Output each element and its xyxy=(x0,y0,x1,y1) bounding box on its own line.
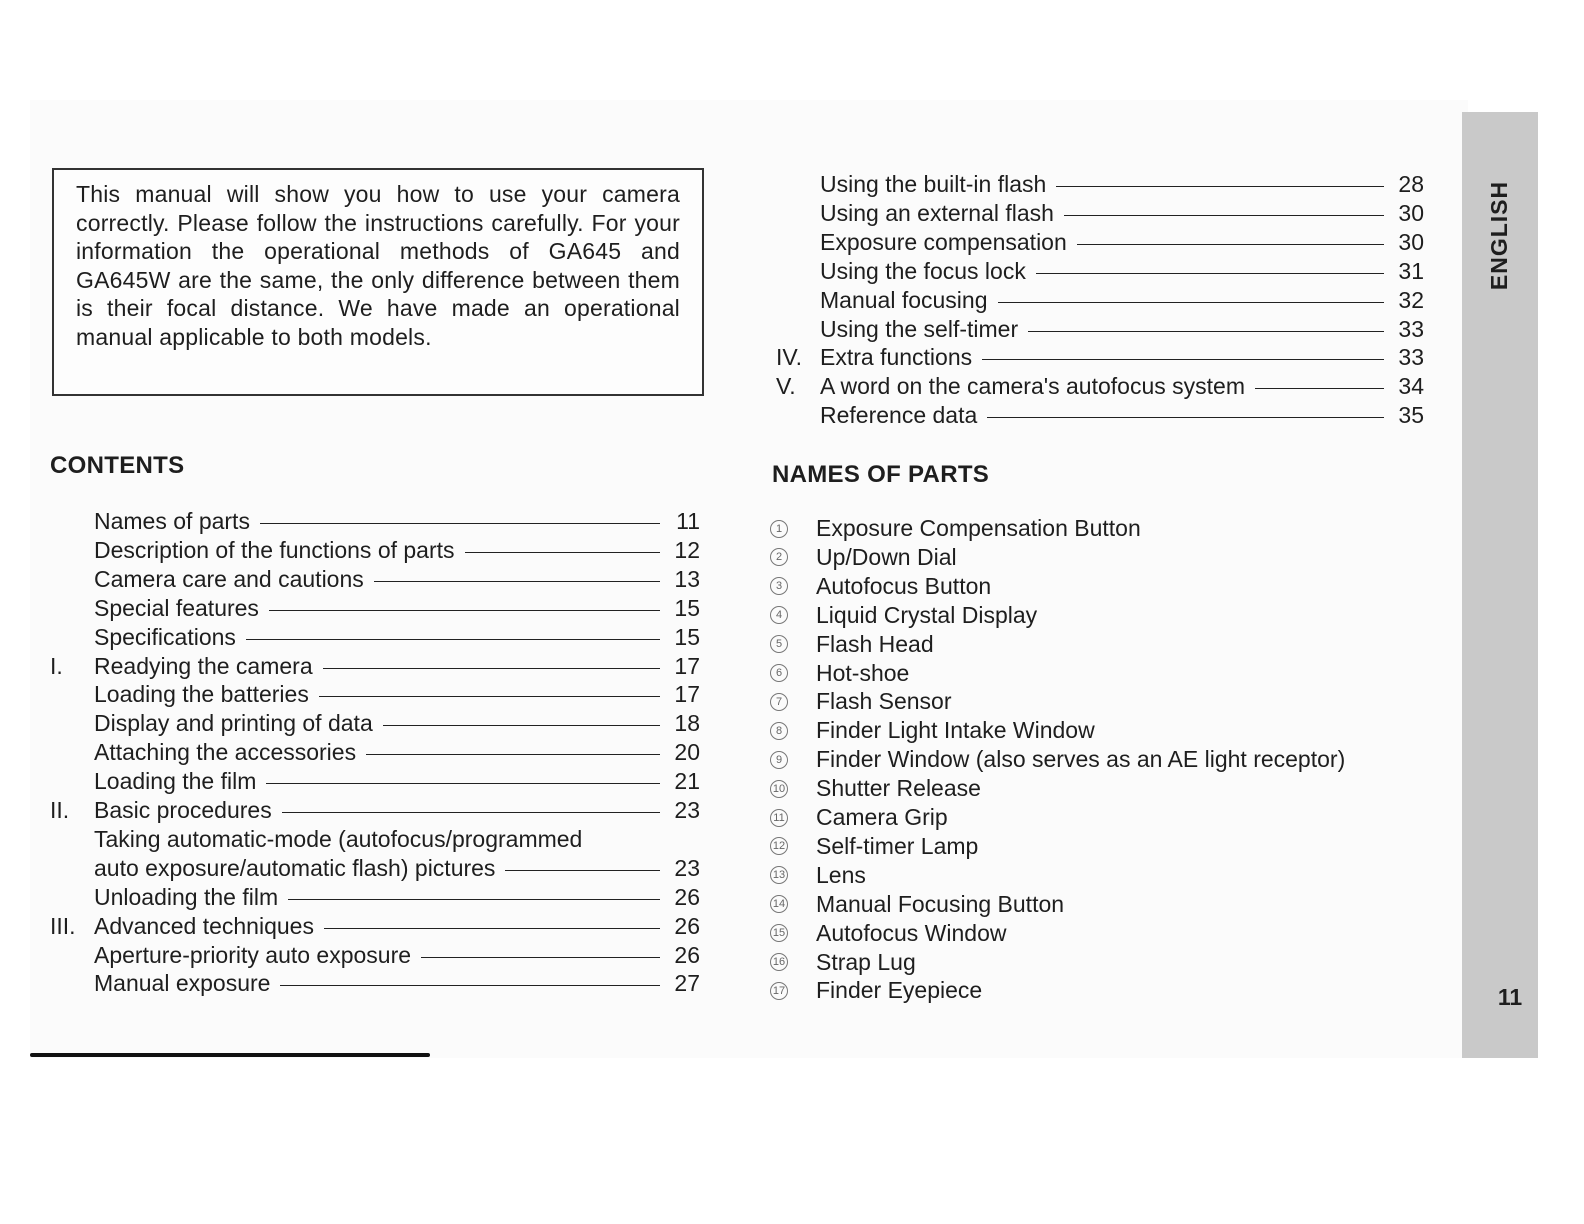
toc-entry xyxy=(776,343,1424,372)
toc-entry xyxy=(776,257,1424,286)
page-number: 11 xyxy=(1497,984,1523,1010)
part-number-marker: 12 xyxy=(770,837,788,855)
toc-page-number: 33 xyxy=(1398,315,1424,342)
language-tab xyxy=(1473,160,1527,310)
toc-entry xyxy=(50,507,700,536)
toc-page-number: 18 xyxy=(674,710,700,737)
toc-page-number: 30 xyxy=(1398,228,1424,255)
toc-leader-line xyxy=(421,957,660,958)
toc-leader-line xyxy=(1064,215,1384,216)
toc-entry-title: Loading the batteries xyxy=(94,681,309,708)
toc-entry-title: Manual focusing xyxy=(820,286,988,313)
part-label: Autofocus Button xyxy=(816,572,992,599)
toc-entry xyxy=(50,969,700,998)
toc-page-number: 30 xyxy=(1398,199,1424,226)
toc-leader-line xyxy=(383,725,660,726)
part-label: Shutter Release xyxy=(816,775,981,802)
part-label: Finder Window (also serves as an AE light receptor) xyxy=(816,746,1346,773)
contents-heading: CONTENTS xyxy=(50,452,185,479)
toc-leader-line xyxy=(1077,244,1384,245)
part-number-marker: 4 xyxy=(770,606,788,624)
toc-page-number: 23 xyxy=(674,854,700,881)
page-bottom-rule xyxy=(30,1053,430,1057)
part-number-marker: 17 xyxy=(770,982,788,1000)
toc-entry xyxy=(776,315,1424,344)
toc-entry xyxy=(776,199,1424,228)
part-label: Lens xyxy=(816,861,866,888)
part-item xyxy=(770,832,978,861)
part-item xyxy=(770,601,1037,630)
part-item xyxy=(770,543,957,572)
toc-page-number: 26 xyxy=(674,912,700,939)
toc-entry-title: Specifications xyxy=(94,623,236,650)
part-label: Up/Down Dial xyxy=(816,543,957,570)
toc-section-number: IV. xyxy=(776,344,803,371)
toc-entry-title: Taking automatic-mode (autofocus/programmed xyxy=(94,825,583,852)
toc-page-number: 26 xyxy=(674,941,700,968)
part-number-marker: 1 xyxy=(770,520,788,538)
toc-entry-title: Names of parts xyxy=(94,508,250,534)
part-number-marker: 9 xyxy=(770,751,788,769)
toc-page-number: 27 xyxy=(674,970,700,997)
toc-leader-line xyxy=(323,668,660,669)
toc-entry xyxy=(50,594,700,623)
part-label: Strap Lug xyxy=(816,948,916,975)
toc-entry-title: Special features xyxy=(94,594,259,621)
toc-leader-line xyxy=(987,417,1384,418)
toc-entry-title: Loading the film xyxy=(94,768,257,795)
part-number-marker: 5 xyxy=(770,635,788,653)
toc-leader-line xyxy=(288,899,660,900)
part-number-marker: 16 xyxy=(770,953,788,971)
toc-leader-line xyxy=(266,783,660,784)
toc-entry xyxy=(776,228,1424,257)
toc-page-number: 23 xyxy=(674,797,700,823)
part-number-marker: 8 xyxy=(770,722,788,740)
part-item xyxy=(770,572,991,601)
toc-leader-line xyxy=(269,610,660,611)
part-item xyxy=(770,948,916,977)
part-item xyxy=(770,687,952,716)
part-number-marker: 10 xyxy=(770,780,788,798)
toc-entry-title: Basic procedures xyxy=(94,797,272,823)
toc-section-number: III. xyxy=(50,912,76,939)
toc-entry xyxy=(50,796,700,825)
part-label: Autofocus Window xyxy=(816,919,1007,946)
toc-leader-line xyxy=(1255,388,1384,389)
toc-page-number: 17 xyxy=(674,681,700,708)
toc-section-number: II. xyxy=(50,797,70,823)
part-item xyxy=(770,890,1064,919)
toc-page-number: 20 xyxy=(674,739,700,766)
part-label: Finder Light Intake Window xyxy=(816,717,1095,744)
toc-page-number: 26 xyxy=(674,883,700,910)
toc-entry-title: Advanced techniques xyxy=(94,912,314,939)
part-item xyxy=(770,659,909,688)
toc-leader-line xyxy=(1028,331,1384,332)
toc-page-number: 21 xyxy=(674,768,700,795)
part-item xyxy=(770,514,1141,543)
toc-entry xyxy=(50,536,700,565)
part-item xyxy=(770,976,982,1005)
toc-entry xyxy=(50,883,700,912)
toc-leader-line xyxy=(1056,186,1384,187)
toc-leader-line xyxy=(505,870,660,871)
toc-page-number: 33 xyxy=(1398,344,1424,371)
part-label: Camera Grip xyxy=(816,804,948,830)
part-label: Exposure Compensation Button xyxy=(816,515,1141,541)
part-number-marker: 6 xyxy=(770,664,788,682)
toc-page-number: 15 xyxy=(674,623,700,650)
part-label: Liquid Crystal Display xyxy=(816,601,1038,628)
toc-leader-line xyxy=(280,985,660,986)
toc-entry-title: Attaching the accessories xyxy=(94,739,357,766)
part-number-marker: 15 xyxy=(770,924,788,942)
part-item xyxy=(770,803,948,832)
part-label: Flash Sensor xyxy=(816,688,952,715)
toc-page-number: 17 xyxy=(674,652,700,679)
toc-leader-line xyxy=(1036,273,1384,274)
toc-entry-title: Reference data xyxy=(820,402,978,429)
toc-entry-title: Using an external flash xyxy=(820,199,1054,226)
toc-entry xyxy=(776,170,1424,199)
toc-entry xyxy=(50,738,700,767)
toc-entry-title: Display and printing of data xyxy=(94,710,373,737)
toc-entry xyxy=(50,767,700,796)
toc-leader-line xyxy=(260,523,660,524)
toc-page-number: 11 xyxy=(676,508,700,534)
toc-page-number: 13 xyxy=(674,565,700,592)
toc-page-number: 35 xyxy=(1398,402,1424,429)
toc-leader-line xyxy=(366,754,660,755)
toc-entry xyxy=(50,912,700,941)
toc-leader-line xyxy=(998,302,1385,303)
toc-entry-title: Using the focus lock xyxy=(820,257,1026,284)
toc-entry-title: Description of the functions of parts xyxy=(94,536,455,563)
toc-section-number: I. xyxy=(50,652,63,679)
toc-entry xyxy=(50,680,700,709)
toc-leader-line xyxy=(282,812,660,813)
part-label: Self-timer Lamp xyxy=(816,832,979,859)
toc-entry-title: auto exposure/automatic flash) pictures xyxy=(94,854,496,881)
part-label: Manual Focusing Button xyxy=(816,890,1065,917)
toc-entry xyxy=(50,941,700,970)
part-label: Flash Head xyxy=(816,630,934,657)
toc-page-number: 34 xyxy=(1398,373,1424,400)
toc-entry xyxy=(50,623,700,652)
toc-page-number: 32 xyxy=(1398,286,1424,313)
toc-entry-title: Exposure compensation xyxy=(820,228,1067,255)
toc-entry xyxy=(776,401,1424,430)
toc-section-number: V. xyxy=(776,373,796,400)
part-number-marker: 3 xyxy=(770,577,788,595)
part-label: Hot-shoe xyxy=(816,659,910,686)
toc-leader-line xyxy=(465,552,660,553)
part-item xyxy=(770,774,981,803)
toc-entry-title: Using the built-in flash xyxy=(820,171,1047,197)
toc-entry-title: Using the self-timer xyxy=(820,315,1019,342)
toc-entry-title: Aperture-priority auto exposure xyxy=(94,941,412,968)
toc-entry xyxy=(50,854,700,883)
part-item xyxy=(770,919,1006,948)
toc-entry-title: Readying the camera xyxy=(94,652,313,679)
toc-page-number: 28 xyxy=(1398,171,1424,197)
toc-page-number: 12 xyxy=(674,536,700,563)
language-label: ENGLISH xyxy=(1486,180,1513,290)
toc-entry xyxy=(50,709,700,738)
toc-page-number: 15 xyxy=(674,594,700,621)
part-item xyxy=(770,630,934,659)
toc-entry-title: A word on the camera's autofocus system xyxy=(820,373,1245,400)
names-of-parts-heading: NAMES OF PARTS xyxy=(772,461,990,488)
part-number-marker: 14 xyxy=(770,895,788,913)
part-number-marker: 13 xyxy=(770,866,788,884)
part-number-marker: 11 xyxy=(770,809,788,827)
part-number-marker: 2 xyxy=(770,548,788,566)
part-number-marker: 7 xyxy=(770,693,788,711)
intro-text: This manual will show you how to use your camera correctly. Please follow the instructions carefully. For your information the operational methods of GA645 and GA645W are the same, the only difference between them is their focal distance. We have made an operational manual applicable to both models. xyxy=(76,181,680,350)
toc-leader-line xyxy=(324,928,660,929)
part-item xyxy=(770,716,1095,745)
part-item xyxy=(770,861,866,890)
toc-leader-line xyxy=(374,581,660,582)
toc-entry xyxy=(776,372,1424,401)
toc-entry xyxy=(50,652,700,681)
toc-leader-line xyxy=(246,639,660,640)
toc-entry-title: Camera care and cautions xyxy=(94,565,364,592)
toc-leader-line xyxy=(982,359,1384,360)
intro-box xyxy=(52,168,704,396)
toc-entry xyxy=(776,286,1424,315)
toc-entry xyxy=(50,565,700,594)
toc-page-number: 31 xyxy=(1398,257,1424,284)
toc-entry-title: Manual exposure xyxy=(94,970,271,997)
toc-leader-line xyxy=(319,696,660,697)
toc-entry-title: Extra functions xyxy=(820,344,973,371)
part-label: Finder Eyepiece xyxy=(816,977,983,1004)
part-item xyxy=(770,745,1345,774)
toc-entry xyxy=(50,825,700,854)
toc-entry-title: Unloading the film xyxy=(94,883,279,910)
